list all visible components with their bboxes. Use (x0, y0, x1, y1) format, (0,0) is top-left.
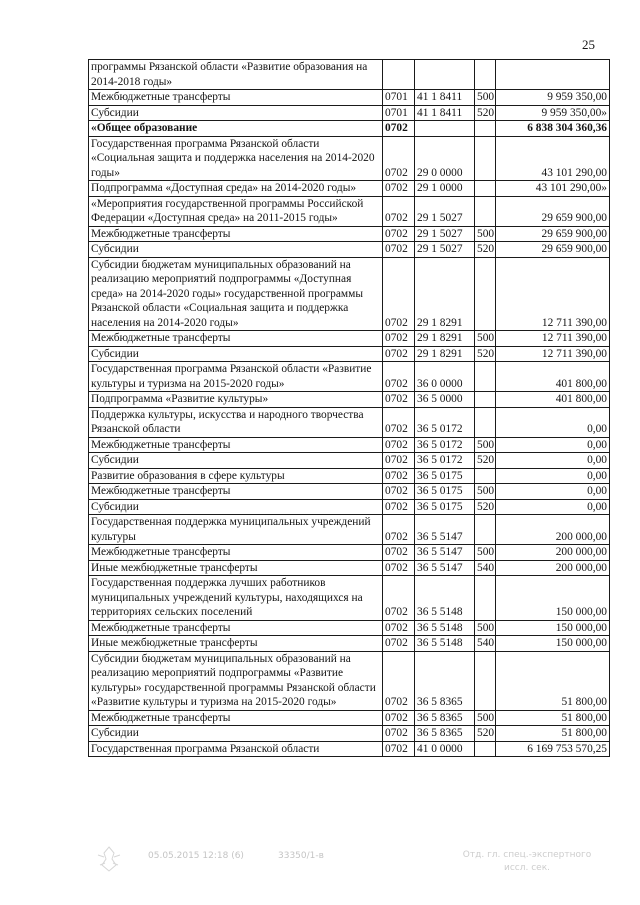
item-name-cell: Межбюджетные трансферты (89, 710, 383, 726)
section-code-cell: 0702 (383, 407, 415, 437)
item-name-cell: Межбюджетные трансферты (89, 90, 383, 106)
amount-cell: 200 000,00 (496, 545, 610, 561)
table-row (89, 121, 610, 137)
table-row (89, 741, 610, 757)
expense-type-cell: 500 (475, 331, 496, 347)
item-name-cell: Межбюджетные трансферты (89, 437, 383, 453)
table-row (89, 226, 610, 242)
expense-type-cell (475, 468, 496, 484)
target-code-cell: 41 1 8411 (415, 90, 475, 106)
table-row (89, 196, 610, 226)
table-row (89, 392, 610, 408)
expense-type-cell (475, 576, 496, 621)
section-code-cell: 0702 (383, 196, 415, 226)
expense-type-cell (475, 407, 496, 437)
amount-cell: 9 959 350,00 (496, 90, 610, 106)
item-name-cell: Подпрограмма «Доступная среда» на 2014-2020 годы» (89, 181, 383, 197)
target-code-cell: 29 1 5027 (415, 196, 475, 226)
target-code-cell: 29 1 0000 (415, 181, 475, 197)
table-row (89, 60, 610, 90)
expense-type-cell (475, 196, 496, 226)
amount-cell: 0,00 (496, 499, 610, 515)
item-name-cell: Иные межбюджетные трансферты (89, 636, 383, 652)
target-code-cell: 36 5 5147 (415, 545, 475, 561)
table-row (89, 181, 610, 197)
section-code-cell: 0702 (383, 468, 415, 484)
expense-type-cell: 520 (475, 453, 496, 469)
target-code-cell: 29 1 8291 (415, 331, 475, 347)
page-number: 25 (582, 37, 595, 52)
amount-cell: 6 838 304 360,36 (496, 121, 610, 137)
target-code-cell (415, 60, 475, 90)
expense-type-cell (475, 362, 496, 392)
expense-type-cell: 520 (475, 105, 496, 121)
amount-cell: 0,00 (496, 437, 610, 453)
target-code-cell: 36 0 0000 (415, 362, 475, 392)
target-code-cell: 36 5 8365 (415, 651, 475, 710)
amount-cell: 401 800,00 (496, 362, 610, 392)
target-code-cell: 36 5 0172 (415, 453, 475, 469)
expense-type-cell: 500 (475, 620, 496, 636)
item-name-cell: Государственная программа Рязанской области «Социальная защита и поддержка населения на 2014-2020 годы» (89, 136, 383, 181)
expense-type-cell (475, 651, 496, 710)
expense-type-cell (475, 257, 496, 331)
item-name-cell: Субсидии (89, 499, 383, 515)
table-row (89, 437, 610, 453)
expense-type-cell: 520 (475, 499, 496, 515)
table-row (89, 726, 610, 742)
section-code-cell (383, 60, 415, 90)
section-code-cell: 0702 (383, 121, 415, 137)
section-code-cell: 0702 (383, 484, 415, 500)
footer-stamp-line1: Отд. гл. спец.-экспертного (462, 850, 592, 860)
section-code-cell: 0702 (383, 453, 415, 469)
amount-cell: 0,00 (496, 468, 610, 484)
footer-stamp (452, 849, 602, 875)
item-name-cell: Поддержка культуры, искусства и народного творчества Рязанской области (89, 407, 383, 437)
amount-cell: 150 000,00 (496, 620, 610, 636)
amount-cell: 29 659 900,00 (496, 242, 610, 258)
table-row (89, 545, 610, 561)
item-name-cell: «Общее образование (89, 121, 383, 137)
target-code-cell: 29 1 5027 (415, 226, 475, 242)
section-code-cell: 0702 (383, 181, 415, 197)
target-code-cell: 36 5 5148 (415, 636, 475, 652)
target-code-cell: 36 5 5147 (415, 560, 475, 576)
expense-type-cell: 500 (475, 226, 496, 242)
expense-type-cell: 520 (475, 346, 496, 362)
item-name-cell: Межбюджетные трансферты (89, 331, 383, 347)
target-code-cell: 36 5 0172 (415, 407, 475, 437)
expense-type-cell: 500 (475, 437, 496, 453)
item-name-cell: Государственная поддержка лучших работников муниципальных учреждений культуры, находящихся на территориях сельских поселений (89, 576, 383, 621)
amount-cell: 12 711 390,00 (496, 346, 610, 362)
expense-type-cell (475, 60, 496, 90)
amount-cell: 6 169 753 570,25 (496, 741, 610, 757)
target-code-cell: 36 5 5148 (415, 576, 475, 621)
item-name-cell: Субсидии (89, 346, 383, 362)
target-code-cell: 36 5 5148 (415, 620, 475, 636)
item-name-cell: Подпрограмма «Развитие культуры» (89, 392, 383, 408)
target-code-cell: 36 5 8365 (415, 726, 475, 742)
section-code-cell: 0702 (383, 515, 415, 545)
table-row (89, 407, 610, 437)
section-code-cell: 0702 (383, 636, 415, 652)
item-name-cell: Субсидии (89, 242, 383, 258)
expense-type-cell (475, 181, 496, 197)
section-code-cell: 0702 (383, 437, 415, 453)
target-code-cell: 29 1 5027 (415, 242, 475, 258)
table-row (89, 651, 610, 710)
table-row (89, 346, 610, 362)
item-name-cell: Государственная программа Рязанской области (89, 741, 383, 757)
section-code-cell: 0702 (383, 331, 415, 347)
section-code-cell: 0702 (383, 346, 415, 362)
section-code-cell: 0702 (383, 710, 415, 726)
expense-type-cell (475, 515, 496, 545)
amount-cell: 43 101 290,00» (496, 181, 610, 197)
table-row (89, 257, 610, 331)
amount-cell: 200 000,00 (496, 515, 610, 545)
table-row (89, 620, 610, 636)
amount-cell: 51 800,00 (496, 726, 610, 742)
amount-cell: 150 000,00 (496, 636, 610, 652)
section-code-cell: 0702 (383, 226, 415, 242)
expense-type-cell: 520 (475, 242, 496, 258)
section-code-cell: 0702 (383, 726, 415, 742)
section-code-cell: 0702 (383, 499, 415, 515)
footer-stamp-line2: иссл. сек. (503, 863, 550, 873)
target-code-cell: 29 0 0000 (415, 136, 475, 181)
amount-cell: 51 800,00 (496, 651, 610, 710)
table-row (89, 636, 610, 652)
table-row (89, 468, 610, 484)
amount-cell: 9 959 350,00» (496, 105, 610, 121)
item-name-cell: Развитие образования в сфере культуры (89, 468, 383, 484)
budget-table (88, 59, 610, 757)
target-code-cell: 36 5 5147 (415, 515, 475, 545)
target-code-cell: 36 5 0172 (415, 437, 475, 453)
item-name-cell: Субсидии (89, 105, 383, 121)
amount-cell: 12 711 390,00 (496, 257, 610, 331)
item-name-cell: Государственная поддержка муниципальных учреждений культуры (89, 515, 383, 545)
expense-type-cell: 500 (475, 545, 496, 561)
expense-type-cell (475, 741, 496, 757)
amount-cell: 0,00 (496, 407, 610, 437)
item-name-cell: Государственная программа Рязанской области «Развитие культуры и туризма на 2015-2020 годы» (89, 362, 383, 392)
expense-type-cell: 540 (475, 636, 496, 652)
table-row (89, 515, 610, 545)
target-code-cell: 36 5 0175 (415, 499, 475, 515)
amount-cell: 200 000,00 (496, 560, 610, 576)
table-row (89, 90, 610, 106)
section-code-cell: 0701 (383, 105, 415, 121)
section-code-cell: 0702 (383, 242, 415, 258)
table-row (89, 105, 610, 121)
section-code-cell: 0702 (383, 576, 415, 621)
section-code-cell: 0702 (383, 741, 415, 757)
amount-cell: 29 659 900,00 (496, 226, 610, 242)
item-name-cell: программы Рязанской области «Развитие образования на 2014-2018 годы» (89, 60, 383, 90)
expense-type-cell (475, 136, 496, 181)
item-name-cell: Межбюджетные трансферты (89, 545, 383, 561)
target-code-cell: 29 1 8291 (415, 346, 475, 362)
amount-cell: 150 000,00 (496, 576, 610, 621)
target-code-cell (415, 121, 475, 137)
section-code-cell: 0702 (383, 560, 415, 576)
expense-type-cell: 500 (475, 710, 496, 726)
expense-type-cell: 520 (475, 726, 496, 742)
section-code-cell: 0702 (383, 392, 415, 408)
target-code-cell: 36 5 0175 (415, 468, 475, 484)
item-name-cell: Межбюджетные трансферты (89, 226, 383, 242)
budget-table-body (89, 60, 610, 757)
table-row (89, 560, 610, 576)
amount-cell: 401 800,00 (496, 392, 610, 408)
target-code-cell: 41 1 8411 (415, 105, 475, 121)
footer-date: 05.05.2015 12:18 (6) (148, 851, 244, 861)
expense-type-cell (475, 121, 496, 137)
footer-code: 33350/1-в (278, 851, 324, 861)
emblem-watermark-icon (92, 845, 126, 873)
section-code-cell: 0702 (383, 136, 415, 181)
target-code-cell: 36 5 0175 (415, 484, 475, 500)
table-row (89, 453, 610, 469)
amount-cell: 51 800,00 (496, 710, 610, 726)
table-row (89, 710, 610, 726)
section-code-cell: 0702 (383, 620, 415, 636)
amount-cell: 0,00 (496, 484, 610, 500)
amount-cell: 43 101 290,00 (496, 136, 610, 181)
table-row (89, 484, 610, 500)
item-name-cell: Межбюджетные трансферты (89, 484, 383, 500)
item-name-cell: «Мероприятия государственной программы Российской Федерации «Доступная среда» на 2011-2015 годы» (89, 196, 383, 226)
item-name-cell: Субсидии бюджетам муниципальных образований на реализацию мероприятий подпрограммы «Развитие культуры» государственной программы Рязанской области «Развитие культуры и туризма на 2015-2020 годы» (89, 651, 383, 710)
table-row (89, 576, 610, 621)
table-row (89, 242, 610, 258)
amount-cell: 0,00 (496, 453, 610, 469)
amount-cell: 29 659 900,00 (496, 196, 610, 226)
target-code-cell: 41 0 0000 (415, 741, 475, 757)
section-code-cell: 0702 (383, 651, 415, 710)
item-name-cell: Субсидии бюджетам муниципальных образований на реализацию мероприятий подпрограммы «Доступная среда» на 2014-2020 годы» государственной программы Рязанской области «Социальная защита и поддержка населения на 2014-2020 годы» (89, 257, 383, 331)
table-row (89, 499, 610, 515)
expense-type-cell: 540 (475, 560, 496, 576)
item-name-cell: Межбюджетные трансферты (89, 620, 383, 636)
section-code-cell: 0701 (383, 90, 415, 106)
amount-cell (496, 60, 610, 90)
section-code-cell: 0702 (383, 362, 415, 392)
target-code-cell: 36 5 0000 (415, 392, 475, 408)
item-name-cell: Субсидии (89, 726, 383, 742)
table-row (89, 136, 610, 181)
item-name-cell: Субсидии (89, 453, 383, 469)
expense-type-cell: 500 (475, 90, 496, 106)
section-code-cell: 0702 (383, 545, 415, 561)
target-code-cell: 29 1 8291 (415, 257, 475, 331)
section-code-cell: 0702 (383, 257, 415, 331)
target-code-cell: 36 5 8365 (415, 710, 475, 726)
item-name-cell: Иные межбюджетные трансферты (89, 560, 383, 576)
amount-cell: 12 711 390,00 (496, 331, 610, 347)
expense-type-cell: 500 (475, 484, 496, 500)
table-row (89, 331, 610, 347)
table-row (89, 362, 610, 392)
expense-type-cell (475, 392, 496, 408)
